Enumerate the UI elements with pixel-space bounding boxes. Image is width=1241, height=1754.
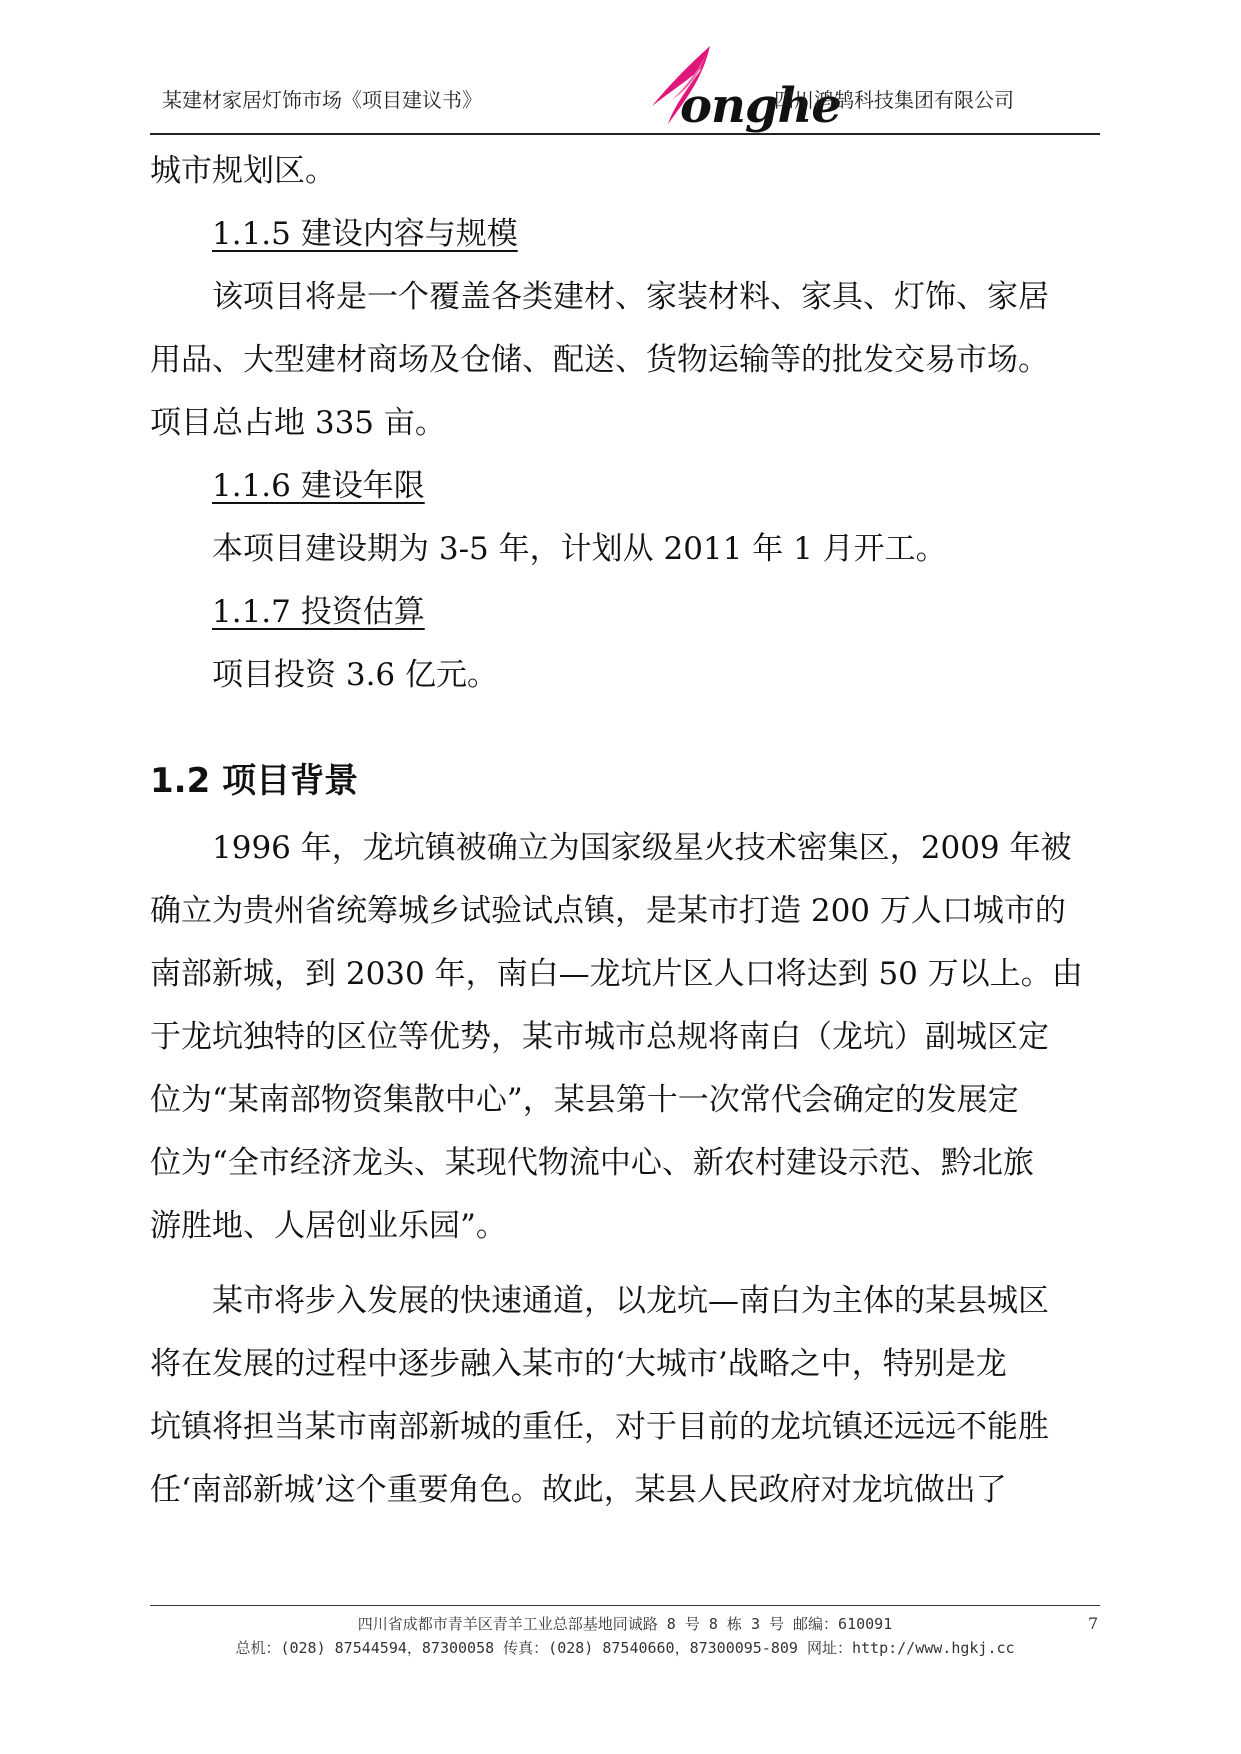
header-divider xyxy=(150,133,1100,135)
subheading-1-1-6 xyxy=(150,455,1100,518)
paragraph-line: 将在发展的过程中逐步融入某市的‘大城市’战略之中，特别是龙 xyxy=(150,1346,1007,1382)
page-number: 7 xyxy=(1088,1614,1099,1633)
subheading-text: 1.1.6 建设年限 xyxy=(212,468,425,504)
paragraph-line: 项目总占地 335 亩。 xyxy=(150,405,446,441)
footer-contact: 总机：(028) 87544594，87300058 传真：(028) 87540660，87300095-809 网址：http://www.hgkj.cc xyxy=(235,1639,1015,1657)
paragraph-line: 确立为贵州省统筹城乡试验试点镇，是某市打造 200 万人口城市的 xyxy=(150,893,1066,929)
subheading-1-1-7 xyxy=(150,581,1100,644)
paragraph-gap xyxy=(150,1258,1100,1270)
text-line: 城市规划区。 xyxy=(150,153,336,189)
subheading-text: 1.1.5 建设内容与规模 xyxy=(212,216,518,252)
page-header xyxy=(150,44,1100,136)
paragraph-line: 1996 年，龙坑镇被确立为国家级星火技术密集区，2009 年被 xyxy=(212,830,1072,866)
paragraph-line: 游胜地、人居创业乐园”。 xyxy=(150,1208,507,1244)
paragraph-line: 该项目将是一个覆盖各类建材、家装材料、家具、灯饰、家居 xyxy=(212,279,1049,315)
page-footer xyxy=(150,1612,1100,1660)
subheading-1-1-5 xyxy=(150,203,1100,266)
subheading-text: 1.1.7 投资估算 xyxy=(212,594,425,630)
paragraph-line: 项目投资 3.6 亿元。 xyxy=(212,657,499,693)
paragraph-line: 任‘南部新城’这个重要角色。故此，某县人民政府对龙坑做出了 xyxy=(150,1472,1007,1508)
company-name: 四川鸿鹄科技集团有限公司 xyxy=(774,88,1014,112)
paragraph-line: 南部新城，到 2030 年，南白—龙坑片区人口将达到 50 万以上。由 xyxy=(150,956,1083,992)
footer-divider xyxy=(150,1605,1100,1606)
paragraph-line: 某市将步入发展的快速通道，以龙坑—南白为主体的某县城区 xyxy=(212,1283,1049,1319)
section-title: 1.2 项目背景 xyxy=(150,761,359,801)
paragraph-line: 本项目建设期为 3-5 年，计划从 2011 年 1 月开工。 xyxy=(212,531,947,567)
paragraph-line: 于龙坑独特的区位等优势，某市城市总规将南白（龙坑）副城区定 xyxy=(150,1019,1049,1055)
paragraph-line: 坑镇将担当某市南部新城的重任，对于目前的龙坑镇还远远不能胜 xyxy=(150,1409,1049,1445)
footer-address: 四川省成都市青羊区青羊工业总部基地同诚路 8 号 8 栋 3 号 邮编：610091 xyxy=(357,1615,893,1633)
paragraph-line: 位为“某南部物资集散中心”，某县第十一次常代会确定的发展定 xyxy=(150,1082,1019,1118)
page-content xyxy=(150,140,1100,1522)
paragraph-line: 用品、大型建材商场及仓储、配送、货物运输等的批发交易市场。 xyxy=(150,342,1049,378)
paragraph-line: 位为“全市经济龙头、某现代物流中心、新农村建设示范、黔北旅 xyxy=(150,1145,1034,1181)
document-title: 某建材家居灯饰市场《项目建议书》 xyxy=(162,88,482,112)
logo-wordmark: onghe xyxy=(680,78,841,134)
